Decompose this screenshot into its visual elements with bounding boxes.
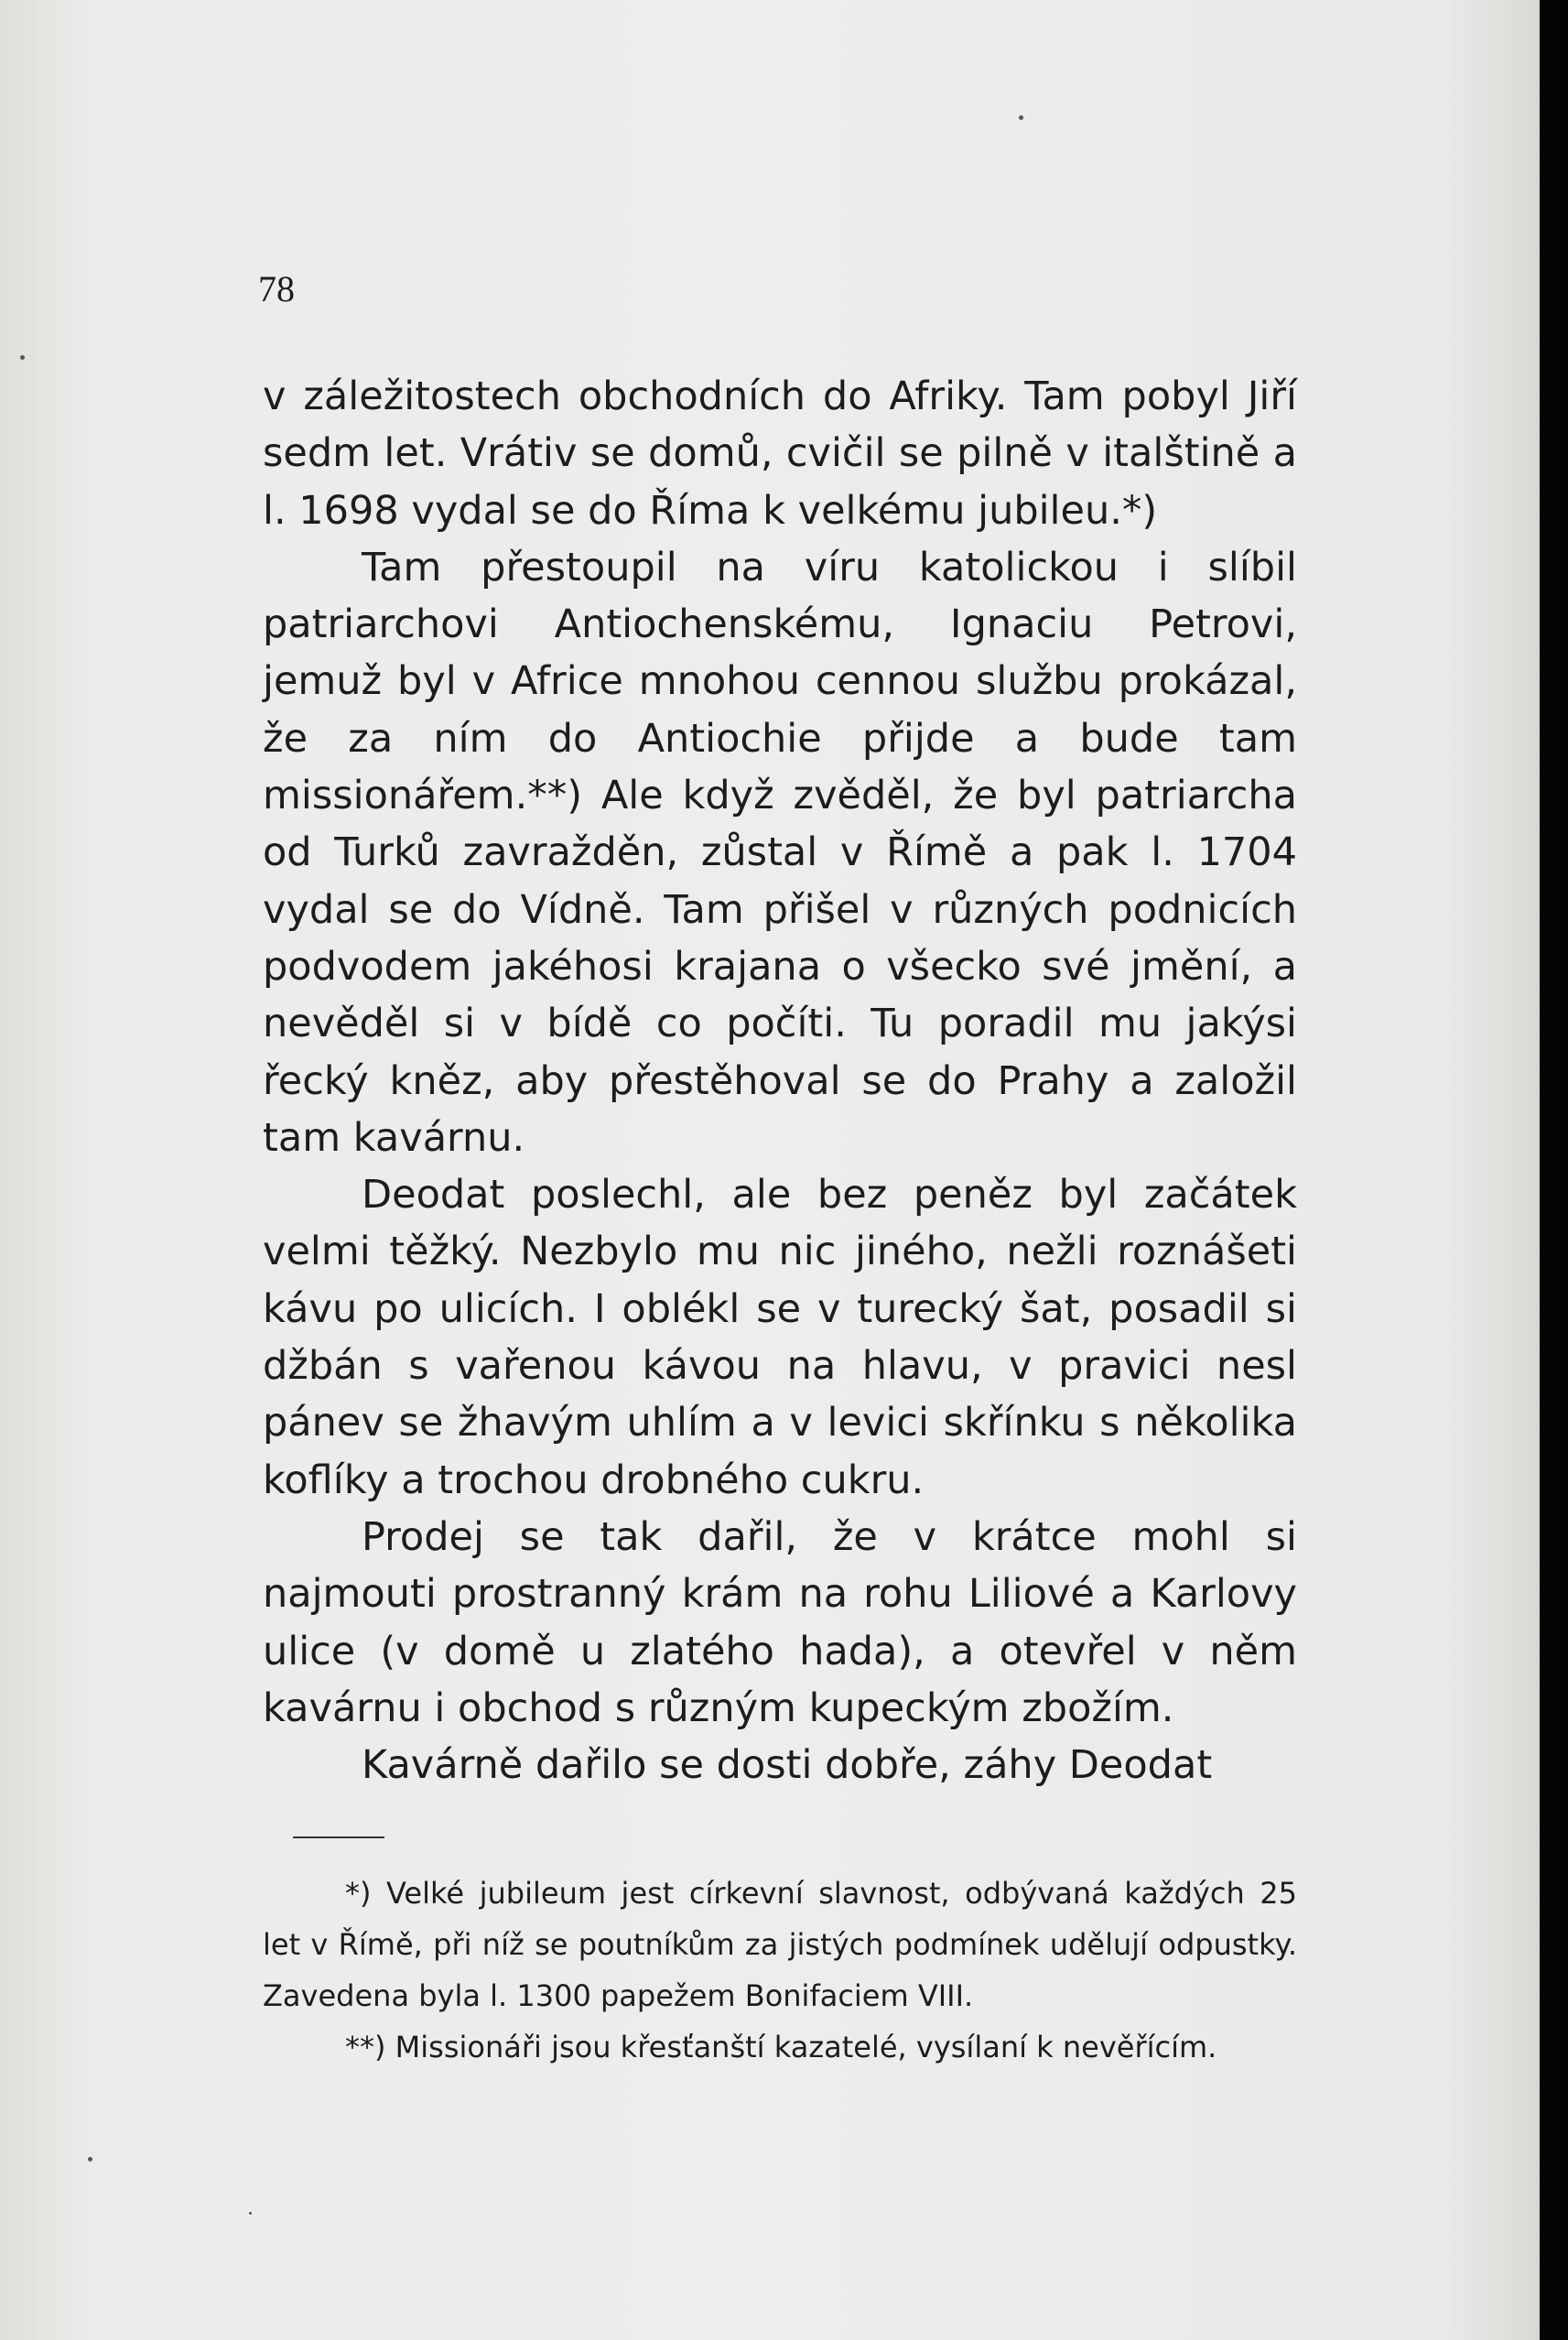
paper-speck [249,2212,252,2215]
footnote-1: *) Velké jubileum jest církevní slavnost, odbývaná každých 25 let v Římě, při níž se poutníkům za jistých podmínek udělují odpustky. Zavedena byla l. 1300 papežem Bonifaciem VIII. [263,1876,1297,2013]
paragraph-3: Deodat poslechl, ale bez peněz byl začátek velmi těžký. Nezbylo mu nic jiného, nežli roznášeti kávu po ulicích. I oblékl se v turecký šat, posadil si džbán s vařenou kávou na hlavu, v pravici nesl pánev se žhavým uhlím a v levici skřínku s několika koflíky a trochou drobného cukru. [263,1172,1297,1503]
footnote-divider [293,1836,384,1838]
footnote-2: **) Missionáři jsou křesťanští kazatelé, vysílaní k nevěřícím. [345,2030,1217,2064]
paper-speck [1019,115,1023,120]
paragraph-2: Tam přestoupil na víru katolickou i slíbil patriarchovi Antiochenskému, Ignaciu Petrovi, jemuž byl v Africe mnohou cennou službu prokázal, že za ním do Antiochie přijde a bude tam missionářem.**) Ale když zvěděl, že byl patriarcha od Turků zavražděn, zůstal v Římě a pak l. 1704 vydal se do Vídně. Tam přišel v různých podnicích podvodem jakéhosi krajana o všecko své jmění, a nevěděl si v bídě co počíti. Tu poradil mu jakýsi řecký kněz, aby přestěhoval se do Prahy a založil tam kavárnu. [263,544,1297,1161]
paragraph-1: v záležitostech obchodních do Afriky. Tam pobyl Jiří sedm let. Vrátiv se domů, cvičil se pilně v italštině a l. 1698 vydal se do Říma k velkému jubileu.*) [263,374,1297,534]
scan-edge [1540,0,1568,2340]
page-number: 78 [258,268,295,309]
paragraph-5: Kavárně dařilo se dosti dobře, záhy Deodat [362,1742,1213,1789]
body-text [263,368,1297,1793]
paragraph-4: Prodej se tak dařil, že v krátce mohl si najmouti prostranný krám na rohu Liliové a Karlovy ulice (v domě u zlatého hada), a otevřel v něm kavárnu i obchod s různým kupeckým zbožím. [263,1513,1297,1731]
paper-speck [20,355,25,360]
footnotes [263,1868,1297,2073]
paper-speck [88,2157,92,2161]
